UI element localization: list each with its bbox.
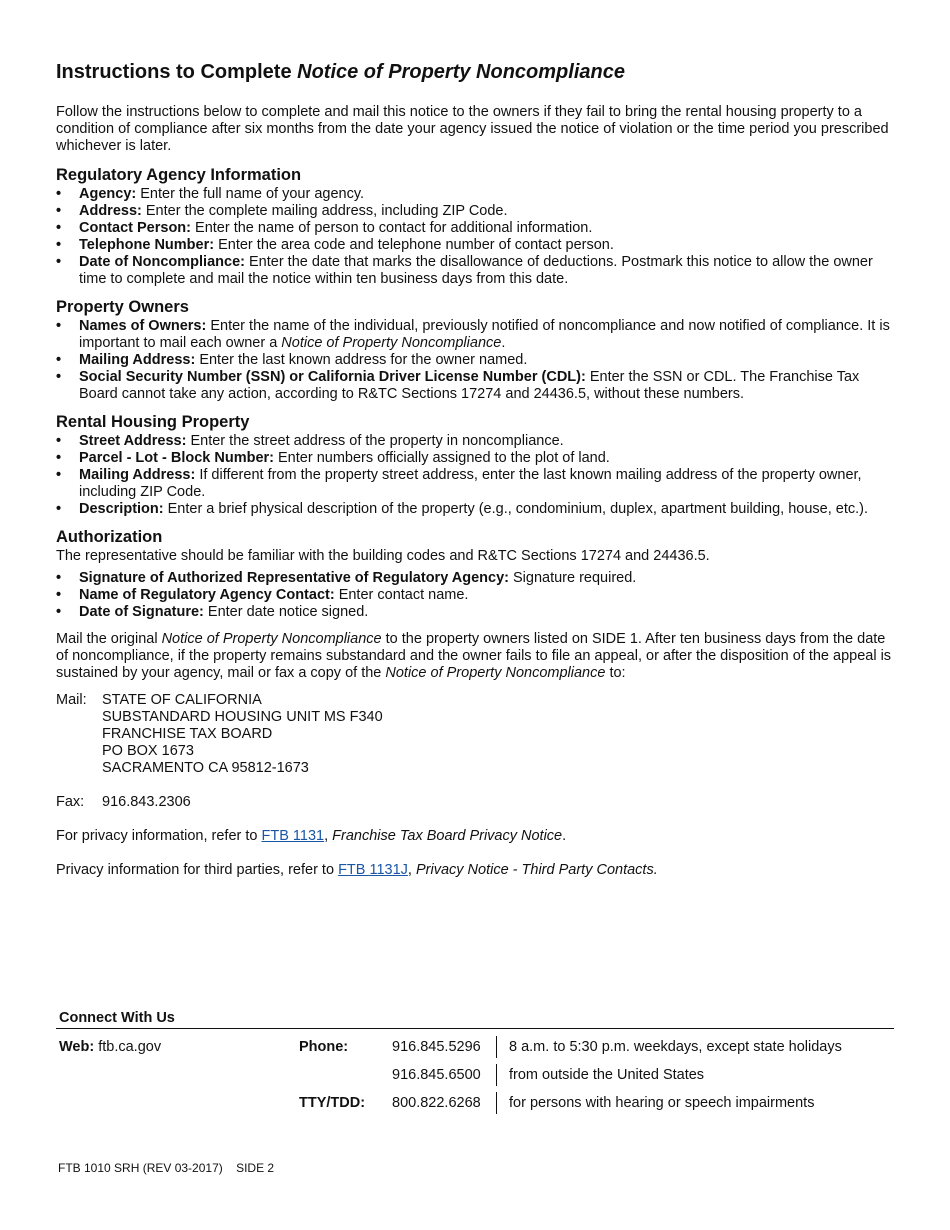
- owners-list: [56, 318, 894, 403]
- section-heading-regulatory: Regulatory Agency Information: [56, 166, 302, 184]
- list-item: • Mailing Address: If different from the property street address, enter the last known mailing address of the property owner, including ZIP Code.: [56, 467, 894, 501]
- intro-paragraph: Follow the instructions below to complete and mail this notice to the owners if they fail to bring the rental housing property to a condition of compliance after six months from the date your agency issued the notice of violation or the time period you prescribed whichever is later.: [56, 104, 889, 154]
- authorization-list: [56, 570, 894, 621]
- list-item: • Date of Signature: Enter date notice signed.: [56, 604, 894, 621]
- list-item: • Date of Noncompliance: Enter the date that marks the disallowance of deductions. Postmark this notice to allow the owner time to complete and mail the notice within ten business days from this date.: [56, 254, 894, 288]
- section-heading-owners: Property Owners: [56, 298, 189, 316]
- address-line: SACRAMENTO CA 95812-1673: [102, 760, 309, 776]
- list-item: • Agency: Enter the full name of your agency.: [56, 186, 894, 203]
- list-item: • Address: Enter the complete mailing address, including ZIP Code.: [56, 203, 894, 220]
- fax-number: 916.843.2306: [102, 794, 191, 810]
- document-body: [56, 58, 894, 879]
- list-item: • Contact Person: Enter the name of person to contact for additional information.: [56, 220, 894, 237]
- privacy-notice: For privacy information, refer to FTB 1131, Franchise Tax Board Privacy Notice.: [56, 828, 567, 844]
- list-item: • Parcel - Lot - Block Number: Enter numbers officially assigned to the plot of land.: [56, 450, 894, 467]
- phone-number: 916.845.5296: [392, 1039, 481, 1055]
- fax-label: Fax:: [56, 794, 85, 810]
- connect-with-us: [56, 1010, 894, 1111]
- ftb-1131-link[interactable]: FTB 1131: [261, 828, 325, 844]
- phone-hours: 8 a.m. to 5:30 p.m. weekdays, except state holidays: [509, 1039, 842, 1055]
- rental-list: [56, 433, 894, 518]
- tty-label: TTY/TDD:: [299, 1095, 366, 1111]
- mail-instructions: Mail the original Notice of Property Noncompliance to the property owners listed on SIDE 1. After ten business days from the date of noncompliance, if the property remains substandard and the owner fails to file an appeal, or after the disposition of the appeal is sustained by your agency, mail or fax a copy of the Notice of Property Noncompliance to:: [56, 631, 892, 681]
- mail-label: Mail:: [56, 692, 87, 708]
- list-item: • Social Security Number (SSN) or California Driver License Number (CDL): Enter the SSN or CDL. The Franchise Tax Board cannot take any action, according to R&TC Sections 17274 and 24436.5, without these numbers.: [56, 369, 894, 403]
- list-item: • Mailing Address: Enter the last known address for the owner named.: [56, 352, 894, 369]
- phone-label: Phone:: [299, 1039, 349, 1055]
- list-item: • Telephone Number: Enter the area code and telephone number of contact person.: [56, 237, 894, 254]
- tty-description: for persons with hearing or speech impairments: [509, 1095, 815, 1111]
- connect-title: Connect With Us: [56, 1010, 894, 1029]
- divider: [496, 1064, 497, 1086]
- phone-description: from outside the United States: [509, 1067, 705, 1083]
- list-item: • Names of Owners: Enter the name of the individual, previously notified of noncompliance and now notified of compliance. It is important to mail each owner a Notice of Property Noncompliance.: [56, 318, 894, 352]
- mailing-address: [56, 692, 894, 777]
- regulatory-list: [56, 186, 894, 288]
- phone-number: 916.845.6500: [392, 1067, 481, 1083]
- form-footer: FTB 1010 SRH (REV 03-2017) SIDE 2: [58, 1161, 275, 1175]
- divider: [496, 1092, 497, 1114]
- fax-info: [56, 794, 894, 811]
- address-line: STATE OF CALIFORNIA: [102, 692, 262, 708]
- third-party-privacy-notice: Privacy information for third parties, refer to FTB 1131J, Privacy Notice - Third Party Contacts.: [56, 862, 658, 878]
- page-title: Instructions to Complete Notice of Property Noncompliance: [56, 61, 625, 83]
- address-line: FRANCHISE TAX BOARD: [102, 726, 273, 742]
- section-heading-authorization: Authorization: [56, 528, 163, 546]
- list-item: • Description: Enter a brief physical description of the property (e.g., condominium, duplex, apartment building, house, etc.).: [56, 501, 894, 518]
- tty-number: 800.822.6268: [392, 1095, 481, 1111]
- section-heading-rental: Rental Housing Property: [56, 413, 250, 431]
- authorization-text: The representative should be familiar with the building codes and R&TC Sections 17274 and 24436.5.: [56, 548, 710, 564]
- ftb-1131j-link[interactable]: FTB 1131J: [338, 862, 408, 878]
- address-line: SUBSTANDARD HOUSING UNIT MS F340: [102, 709, 383, 725]
- list-item: • Street Address: Enter the street address of the property in noncompliance.: [56, 433, 894, 450]
- web-info: Web: ftb.ca.gov: [59, 1039, 162, 1055]
- address-line: PO BOX 1673: [102, 743, 194, 759]
- list-item: • Signature of Authorized Representative of Regulatory Agency: Signature required.: [56, 570, 894, 587]
- divider: [496, 1036, 497, 1058]
- list-item: • Name of Regulatory Agency Contact: Enter contact name.: [56, 587, 894, 604]
